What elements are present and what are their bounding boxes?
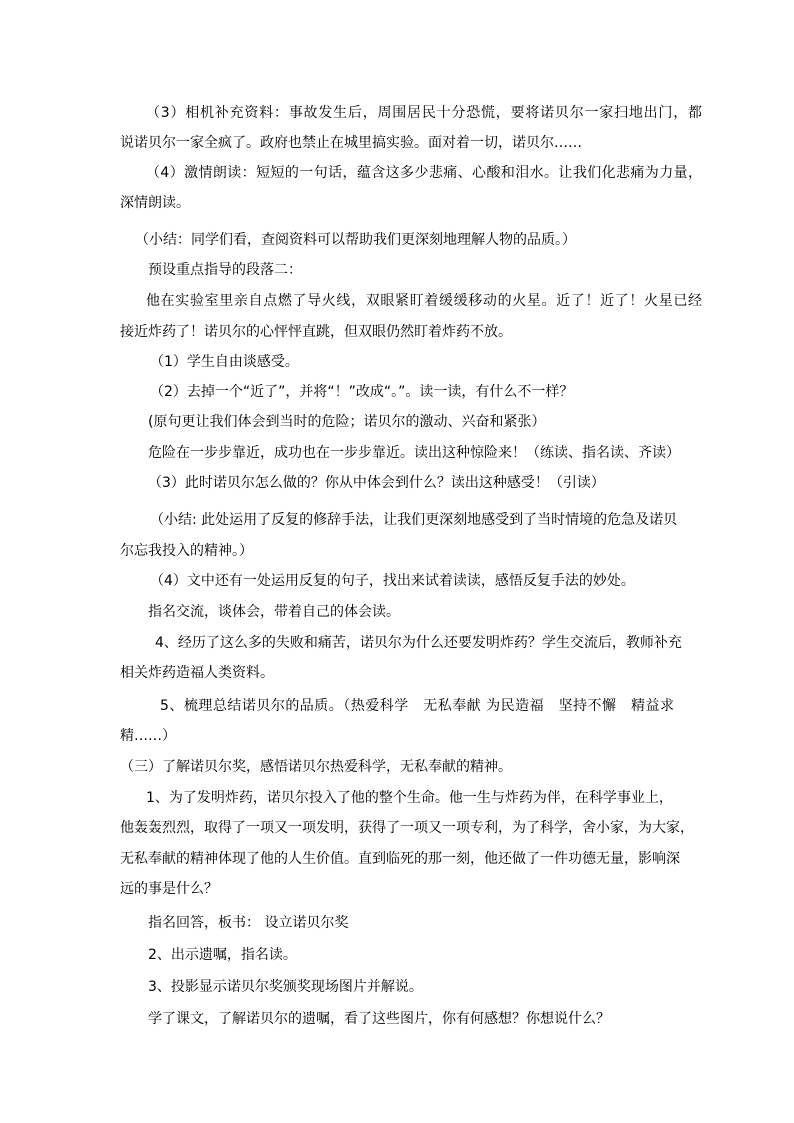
text-line: 预设重点指导的段落二： xyxy=(148,262,302,278)
text-line: 指名回答，板书： 设立诺贝尔奖 xyxy=(148,915,349,931)
text-line: 接近炸药了！诺贝尔的心怦怦直跳，但双眼仍然盯着炸药不放。 xyxy=(120,324,512,340)
text-line: 4、经历了这么多的失败和痛苦，诺贝尔为什么还要发明炸药？学生交流后，教师补充 xyxy=(155,635,682,651)
text-line: 指名交流，谈体会，带着自己的体会读。 xyxy=(148,604,400,620)
text-line: 尔忘我投入的精神。） xyxy=(120,543,253,559)
text-line: 学了课文，了解诺贝尔的遗嘱，看了这些图片，你有何感想？你想说什么？ xyxy=(148,1011,610,1027)
text-line: 相关炸药造福人类资料。 xyxy=(120,665,274,681)
text-line: 无私奉献的精神体现了他的人生价值。直到临死的那一刻，他还做了一件功德无量，影响深 xyxy=(120,851,680,867)
text-line: 1、为了发明炸药，诺贝尔投入了他的整个生命。他一生与炸药为伴，在科学事业上， xyxy=(146,790,673,806)
text-line: （小结: 此处运用了反复的修辞手法，让我们更深刻地感受到了当时情境的危急及诺贝 xyxy=(150,512,678,528)
text-line: （4）激情朗读：短短的一句话，蕴含这多少悲痛、心酸和泪水。让我们化悲痛为力量， xyxy=(146,165,702,181)
text-line: （2）去掉一个“近了”，并将“！”改成“。”。读一读，有什么不一样？ xyxy=(150,384,574,400)
section-heading: （三）了解诺贝尔奖，感悟诺贝尔热爱科学，无私奉献的精神。 xyxy=(120,759,512,775)
text-line: （3）相机补充资料：事故发生后，周围居民十分恐慌，要将诺贝尔一家扫地出门，都 xyxy=(146,105,702,121)
text-line: 他在实验室里亲自点燃了导火线，双眼紧盯着缓缓移动的火星。近了！近了！火星已经 xyxy=(146,293,702,309)
text-line: 3、投影显示诺贝尔奖颁奖现场图片并解说。 xyxy=(148,979,423,995)
text-line: (原句更让我们体会到当时的危险；诺贝尔的激动、兴奋和紧张） xyxy=(148,414,546,430)
text-line: （1）学生自由谈感受。 xyxy=(150,354,299,370)
text-line: 5、梳理总结诺贝尔的品质。（热爱科学 无私奉献 为民造福 坚持不懈 精益求 xyxy=(160,698,674,714)
text-line: 他轰轰烈烈，取得了一项又一项发明，获得了一项又一项专利，为了科学，舍小家，为大家， xyxy=(120,820,694,836)
text-line: （3）此时诺贝尔怎么做的？你从中体会到什么？读出这种感受！（引读） xyxy=(148,475,605,491)
text-line: 深情朗读。 xyxy=(120,195,190,211)
text-line: （小结：同学们看，查阅资料可以帮助我们更深刻地理解人物的品质。） xyxy=(135,232,576,248)
text-line: 说诺贝尔一家全疯了。政府也禁止在城里搞实验。面对着一切，诺贝尔…… xyxy=(120,135,582,151)
text-line: 危险在一步步靠近，成功也在一步步靠近。读出这种惊险来！（练读、指名读、齐读） xyxy=(148,445,680,461)
text-line: 远的事是什么？ xyxy=(120,881,218,897)
text-line: 精……） xyxy=(120,728,176,744)
text-line: 2、出示遗嘱，指名读。 xyxy=(148,947,297,963)
text-line: （4）文中还有一处运用反复的句子，找出来试着读读，感悟反复手法的妙处。 xyxy=(150,573,635,589)
